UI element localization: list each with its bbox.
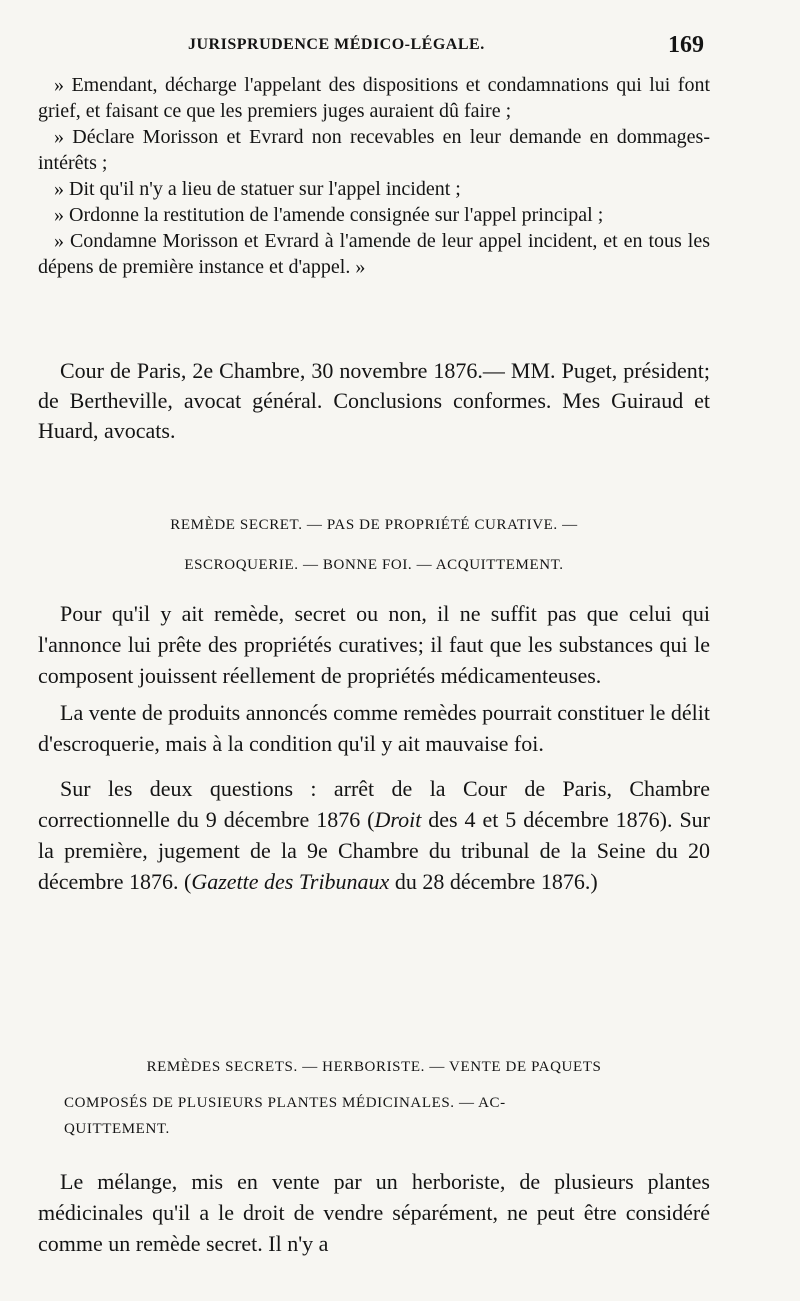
publication-title: Droit bbox=[374, 807, 422, 832]
judgment-quote bbox=[38, 72, 710, 280]
heading-line: COMPOSÉS DE PLUSIEURS PLANTES MÉDICINALES. — AC- bbox=[64, 1095, 506, 1111]
section-heading-herboriste bbox=[38, 1054, 710, 1142]
paragraph bbox=[38, 773, 710, 897]
heading-line: QUITTEMENT. bbox=[64, 1121, 170, 1137]
heading-line: REMÈDE SECRET. — PAS DE PROPRIÉTÉ CURATIVE. — bbox=[170, 517, 578, 533]
heading-line: REMÈDES SECRETS. — HERBORISTE. — VENTE DE PAQUETS bbox=[146, 1059, 602, 1075]
quote-line: » Dit qu'il n'y a lieu de statuer sur l'appel incident ; bbox=[54, 178, 461, 200]
text-run: des 4 et 5 décembre 1876). Sur la première, jugement de la 9e Chambre du tribunal de la Seine du 20 décembre 1876. ( bbox=[38, 807, 711, 894]
section-body-remede-secret bbox=[38, 598, 710, 911]
quote-line: » Condamne Morisson et Evrard à l'amende de leur appel incident, et en tous les dépens de première instance et d'appel. » bbox=[38, 230, 710, 278]
page-header bbox=[38, 30, 710, 62]
quote-line: » Ordonne la restitution de l'amende consignée sur l'appel principal ; bbox=[54, 204, 604, 226]
quote-line: » Emendant, décharge l'appelant des dispositions et condamnations qui lui font grief, et faisant ce que les premiers juges auraient dû faire ; bbox=[38, 74, 710, 122]
section-heading-remede-secret bbox=[38, 512, 710, 578]
publication-title: Gazette des Tribunaux bbox=[191, 869, 390, 894]
section-body-herboriste bbox=[38, 1166, 710, 1273]
court-citation bbox=[38, 356, 710, 446]
heading-line: ESCROQUERIE. — BONNE FOI. — ACQUITTEMENT. bbox=[184, 557, 564, 573]
running-head: JURISPRUDENCE MÉDICO-LÉGALE. bbox=[188, 36, 485, 53]
text-run: Sur les deux questions : arrêt de la Cour de Paris, Chambre correctionnelle du 9 décembre 1876 ( bbox=[38, 776, 710, 832]
paragraph: Pour qu'il y ait remède, secret ou non, il ne suffit pas que celui qui l'annonce lui prête des propriétés curatives; il faut que les substances qui le composent jouissent réellement de propriétés médicamenteuses. bbox=[38, 601, 710, 688]
quote-line: » Déclare Morisson et Evrard non recevables en leur demande en dommages-intérêts ; bbox=[38, 126, 710, 174]
paragraph: Le mélange, mis en vente par un herboriste, de plusieurs plantes médicinales qu'il a le droit de vendre séparément, ne peut être considéré comme un remède secret. Il n'y a bbox=[38, 1169, 710, 1256]
court-note: Cour de Paris, 2e Chambre, 30 novembre 1876.— MM. Puget, président; de Bertheville, avocat général. Conclusions conformes. Mes Guiraud et Huard, avocats. bbox=[38, 358, 710, 443]
page-number: 169 bbox=[668, 32, 704, 58]
paragraph: La vente de produits annoncés comme remèdes pourrait constituer le délit d'escroquerie, mais à la condition qu'il y ait mauvaise foi. bbox=[38, 700, 710, 756]
text-run: du 28 décembre 1876.) bbox=[389, 869, 598, 894]
